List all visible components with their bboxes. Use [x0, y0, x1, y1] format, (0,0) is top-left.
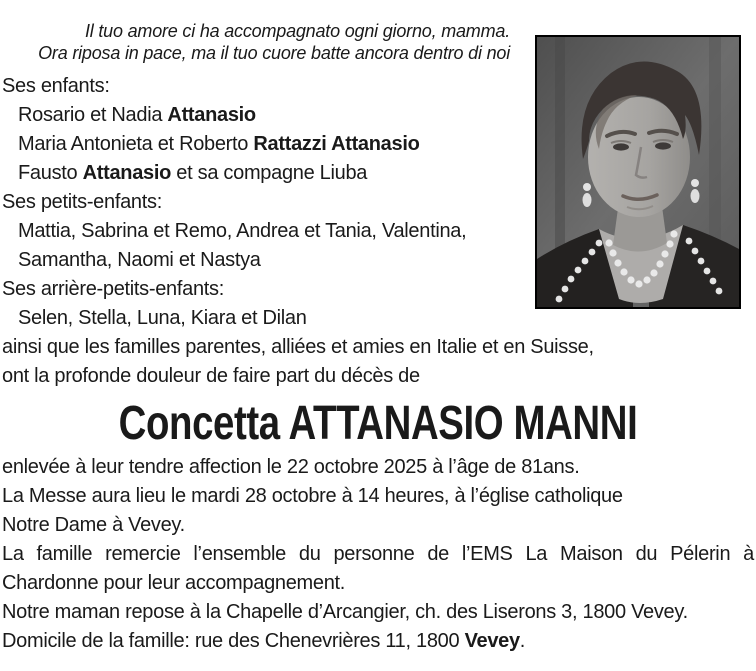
- epigraph-line-2: Ora riposa in pace, ma il tuo cuore batte ancora dentro di noi: [38, 43, 510, 63]
- text-segment: .: [519, 630, 526, 652]
- grandchildren-line-2: Samantha, Naomi et Nastya: [18, 249, 261, 271]
- portrait-photo: [535, 35, 741, 309]
- domicile-line: [2, 627, 754, 656]
- portrait-illustration: [537, 37, 739, 307]
- grandchildren-line-1: Mattia, Sabrina et Remo, Andrea et Tania, Valentina,: [18, 220, 467, 242]
- announcement-line-5: Chardonne pour leur accompagnement.: [2, 572, 346, 594]
- epigraph-line-1: Il tuo amore ci ha accompagnato ogni giorno, mamma.: [84, 21, 510, 41]
- text-segment-bold: Attanasio: [82, 162, 172, 184]
- announcement-section: [0, 453, 756, 656]
- deceased-name: Concetta ATTANASIO MANNI: [118, 397, 638, 450]
- text-segment: Maria Antonieta et Roberto: [18, 133, 254, 155]
- text-segment-bold: Attanasio: [167, 104, 256, 126]
- text-segment: Domicile de la famille: rue des Chenevrières 11, 1800: [2, 630, 465, 652]
- text-segment: et sa compagne Liuba: [171, 162, 368, 184]
- announcement-line-3: Notre Dame à Vevey.: [2, 514, 185, 536]
- announcement-line-1: enlevée à leur tendre affection le 22 octobre 2025 à l’âge de 81ans.: [2, 456, 580, 478]
- announcement-line-4: La famille remercie l’ensemble du personne de l’EMS La Maison du Pélerin à: [2, 543, 754, 565]
- child-line-3: [2, 159, 534, 188]
- family-section: [0, 72, 594, 391]
- text-segment-bold: Vevey: [464, 630, 520, 652]
- children-header: Ses enfants:: [2, 75, 110, 97]
- child-line-2: [2, 130, 534, 159]
- great-grandchildren-header: Ses arrière-petits-enfants:: [2, 278, 224, 300]
- announcement-line-2: La Messe aura lieu le mardi 28 octobre à 14 heures, à l’église catholique: [2, 485, 623, 507]
- announcement-line-6: Notre maman repose à la Chapelle d’Arcangier, ch. des Liserons 3, 1800 Vevey.: [2, 601, 688, 623]
- closing-line-2: ont la profonde douleur de faire part du décès de: [2, 365, 420, 387]
- closing-line-1: ainsi que les familles parentes, alliées et amies en Italie et en Suisse,: [2, 336, 594, 358]
- child-line-1: [2, 101, 534, 130]
- text-segment: Rosario et Nadia: [18, 104, 168, 126]
- text-segment: Fausto: [18, 162, 83, 184]
- epigraph: [0, 0, 510, 64]
- text-segment-bold: Rattazzi Attanasio: [253, 133, 420, 155]
- grandchildren-header: Ses petits-enfants:: [2, 191, 162, 213]
- great-grandchildren-line-1: Selen, Stella, Luna, Kiara et Dilan: [18, 307, 307, 329]
